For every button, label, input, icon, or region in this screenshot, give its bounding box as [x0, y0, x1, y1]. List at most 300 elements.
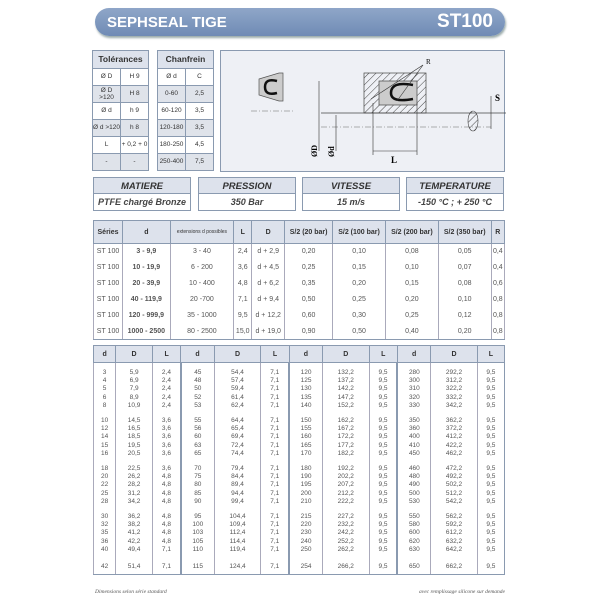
cell: 7,1: [261, 369, 289, 377]
cell: 6 - 200: [170, 260, 234, 276]
table-row: [94, 394, 505, 402]
cell: 7,1: [261, 450, 289, 458]
cell: 3,6: [152, 433, 180, 441]
cell: 160: [289, 433, 322, 441]
cell: 350: [397, 417, 430, 425]
cell: 372,2: [431, 425, 478, 433]
table-row: [94, 450, 505, 458]
cell: 230: [289, 529, 322, 537]
cell: 650: [397, 561, 430, 575]
table-row: [93, 103, 149, 120]
cell: 612,2: [431, 529, 478, 537]
cell: 190: [289, 473, 322, 481]
table-row: [94, 402, 505, 410]
cell: 7,1: [261, 385, 289, 393]
column-header: [170, 221, 234, 244]
cell: 36,2: [116, 513, 153, 521]
header-label: D: [265, 228, 271, 236]
cell: h 8: [121, 120, 149, 137]
cell: 0,07: [438, 260, 491, 276]
cell: 90: [181, 498, 214, 506]
property-vitesse: [302, 177, 400, 211]
cell: 28,2: [116, 481, 153, 489]
cell: d + 19,0: [252, 324, 285, 340]
cell: 9,5: [477, 369, 504, 377]
cell: 4,5: [186, 137, 214, 154]
cell: 480: [397, 473, 430, 481]
table-row: [158, 154, 214, 171]
cell: 7,1: [261, 433, 289, 441]
inner-diameter-label: Ød: [327, 146, 336, 157]
cell: 342,2: [431, 402, 478, 410]
column-header: L: [369, 346, 397, 363]
cell: 42: [94, 561, 116, 575]
cell: 137,2: [322, 377, 369, 385]
cell: d + 2,9: [252, 244, 285, 260]
cell: 312,2: [431, 377, 478, 385]
cell: 18,5: [116, 433, 153, 441]
cell: 100: [181, 521, 214, 529]
cell: 135: [289, 394, 322, 402]
cell: 0,20: [333, 276, 386, 292]
cell: 170: [289, 450, 322, 458]
cell: Ø D >120: [93, 86, 121, 103]
cell: 4,8: [152, 498, 180, 506]
cell: 232,2: [322, 521, 369, 529]
cell: 120-180: [158, 120, 186, 137]
cell: 620: [397, 538, 430, 546]
column-header: D: [116, 346, 153, 363]
cell: 3,6: [152, 465, 180, 473]
cell: 4,8: [234, 276, 252, 292]
cell: 252,2: [322, 538, 369, 546]
cell: 6,9: [116, 377, 153, 385]
cell: 292,2: [431, 369, 478, 377]
cell: 54,4: [214, 369, 261, 377]
cell: 59,4: [214, 385, 261, 393]
cell: 9,5: [369, 425, 397, 433]
column-header: [123, 221, 171, 244]
cell: 4,8: [152, 529, 180, 537]
cell: 460: [397, 465, 430, 473]
cell: ST 100: [94, 276, 123, 292]
cell: 3,6: [152, 417, 180, 425]
cell: 195: [289, 481, 322, 489]
property-label: MATIERE: [93, 177, 191, 194]
cell: 0,12: [438, 308, 491, 324]
cell: 20: [94, 473, 116, 481]
cell: 400: [397, 433, 430, 441]
cell: 0,4: [491, 244, 504, 260]
cell: 7,1: [261, 394, 289, 402]
cell: ST 100: [94, 308, 123, 324]
cell: 240: [289, 538, 322, 546]
cell: 242,2: [322, 529, 369, 537]
cell: 65: [181, 450, 214, 458]
cell: 60: [181, 433, 214, 441]
header-row: [158, 51, 214, 69]
cell: 9,5: [369, 521, 397, 529]
table-row: [94, 244, 505, 260]
cell: 32: [94, 521, 116, 529]
table-row: [94, 276, 505, 292]
seal-diagram: [220, 50, 505, 172]
header-label: d: [144, 228, 149, 236]
cell: 212,2: [322, 490, 369, 498]
cell: 580: [397, 521, 430, 529]
cell: 8: [94, 402, 116, 410]
column-header: [438, 221, 491, 244]
cell: 422,2: [431, 442, 478, 450]
cell: 192,2: [322, 465, 369, 473]
cell: 4,8: [152, 521, 180, 529]
cell: 10,9: [116, 402, 153, 410]
cell: 200: [289, 490, 322, 498]
cell: d + 9,4: [252, 292, 285, 308]
column-header: D: [322, 346, 369, 363]
cell: 9,5: [477, 538, 504, 546]
cell: 412,2: [431, 433, 478, 441]
cell: 9,5: [477, 442, 504, 450]
cell: 3,6: [152, 442, 180, 450]
cell: d + 6,2: [252, 276, 285, 292]
cell: 79,4: [214, 465, 261, 473]
cell: 490: [397, 481, 430, 489]
cell: 9,5: [369, 377, 397, 385]
cell: 0-60: [158, 86, 186, 103]
cell: 330: [397, 402, 430, 410]
cell: 202,2: [322, 473, 369, 481]
table-row: [93, 69, 149, 86]
table-title: Chanfrein: [158, 51, 214, 69]
table-row: [94, 481, 505, 489]
cell: 31,2: [116, 490, 153, 498]
cell: -: [121, 154, 149, 171]
cell: 60-120: [158, 103, 186, 120]
table-row: [158, 103, 214, 120]
table-row: [94, 292, 505, 308]
header-row: [94, 221, 505, 244]
cell: 9,5: [477, 394, 504, 402]
cell: 26,2: [116, 473, 153, 481]
cell: 0,8: [491, 308, 504, 324]
cell: 0,08: [385, 244, 438, 260]
cell: 14: [94, 433, 116, 441]
footer-note-right: avec remplissage silicone sur demande: [419, 589, 505, 595]
cell: 22,5: [116, 465, 153, 473]
cell: 75: [181, 473, 214, 481]
cell: 9,5: [477, 377, 504, 385]
cell: 0,25: [333, 292, 386, 308]
cell: 0,90: [285, 324, 333, 340]
cell: 72,4: [214, 442, 261, 450]
table-row: [94, 425, 505, 433]
cell: 9,5: [369, 385, 397, 393]
seal-cross-section-drawing: [221, 51, 506, 173]
cell: 125: [289, 377, 322, 385]
cell: 3,6: [234, 260, 252, 276]
cell: 25: [94, 490, 116, 498]
header-label: R: [495, 228, 501, 236]
column-header: [234, 221, 252, 244]
cell: d + 12,2: [252, 308, 285, 324]
cell: 105: [181, 538, 214, 546]
cell: 9,5: [369, 546, 397, 554]
cell: 9,5: [369, 481, 397, 489]
cell: 462,2: [431, 450, 478, 458]
cell: 45: [181, 369, 214, 377]
cell: ST 100: [94, 260, 123, 276]
cell: 262,2: [322, 546, 369, 554]
footer-note-left: Dimensions selon série standard: [95, 589, 167, 595]
cell: 1000 - 2500: [123, 324, 171, 340]
cell: 9,5: [477, 425, 504, 433]
cell: 0,20: [285, 244, 333, 260]
table-row: [94, 385, 505, 393]
cell: 0,30: [333, 308, 386, 324]
cell: 9,5: [369, 529, 397, 537]
column-header: [252, 221, 285, 244]
property-label: VITESSE: [302, 177, 400, 194]
cell: 4,8: [152, 538, 180, 546]
cell: 150: [289, 417, 322, 425]
cell: 7,1: [261, 465, 289, 473]
cell: 9,5: [477, 513, 504, 521]
cell: ST 100: [94, 292, 123, 308]
table-row: [158, 120, 214, 137]
cell: 9,5: [369, 402, 397, 410]
table-row: [94, 377, 505, 385]
cell: 9,5: [369, 465, 397, 473]
cell: 9,5: [369, 490, 397, 498]
cell: 56: [181, 425, 214, 433]
cell: 9,5: [477, 402, 504, 410]
cell: 61,4: [214, 394, 261, 402]
cell: 9,5: [369, 417, 397, 425]
cell: 35: [94, 529, 116, 537]
cell: 9,5: [477, 450, 504, 458]
cell: 2,4: [152, 394, 180, 402]
cell: 0,10: [385, 260, 438, 276]
cell: 632,2: [431, 538, 478, 546]
header-label: S/2 (350 bar): [443, 228, 486, 236]
cell: 115: [181, 561, 214, 575]
cell: ST 100: [94, 244, 123, 260]
table-row: [94, 561, 505, 575]
series-table: [93, 220, 505, 340]
cell: 2,4: [152, 402, 180, 410]
cell: 2,5: [186, 86, 214, 103]
cell: 250-400: [158, 154, 186, 171]
cell: 55: [181, 417, 214, 425]
cell: 9,5: [477, 473, 504, 481]
table-row: [158, 137, 214, 154]
cell: 20,5: [116, 450, 153, 458]
column-header: d: [94, 346, 116, 363]
table-row: [94, 442, 505, 450]
cell: 7,1: [152, 546, 180, 554]
cell: 35 - 1000: [170, 308, 234, 324]
cell: 51,4: [116, 561, 153, 575]
header-label: S/2 (200 bar): [391, 228, 433, 236]
cell: 450: [397, 450, 430, 458]
property-pression: [198, 177, 296, 211]
table-row: [93, 154, 149, 171]
table-row: [94, 308, 505, 324]
cell: 600: [397, 529, 430, 537]
cell: 120: [289, 369, 322, 377]
cell: 9,5: [477, 465, 504, 473]
cell: L: [93, 137, 121, 154]
cell: 167,2: [322, 425, 369, 433]
cell: 9,5: [369, 513, 397, 521]
cell: 63: [181, 442, 214, 450]
cell: 227,2: [322, 513, 369, 521]
cell: 0,8: [491, 324, 504, 340]
cell: 9,5: [234, 308, 252, 324]
radius-label: R: [426, 58, 431, 66]
cell: 362,2: [431, 417, 478, 425]
cell: 57,4: [214, 377, 261, 385]
cell: 18: [94, 465, 116, 473]
length-label: L: [391, 155, 398, 165]
header-label: S/2 (100 bar): [338, 228, 380, 236]
table-row: [94, 417, 505, 425]
cell: 9,5: [369, 369, 397, 377]
cell: Ø d >120: [93, 120, 121, 137]
header-row: [93, 51, 149, 69]
cell: 7,1: [261, 498, 289, 506]
cell: 69,4: [214, 433, 261, 441]
cell: 155: [289, 425, 322, 433]
column-header: D: [214, 346, 261, 363]
cell: 3 - 40: [170, 244, 234, 260]
cell: 7,1: [261, 546, 289, 554]
tolerances-table: [92, 50, 149, 171]
cell: 9,5: [477, 546, 504, 554]
cell: 7,1: [261, 473, 289, 481]
cell: 7,1: [261, 442, 289, 450]
cell: 38,2: [116, 521, 153, 529]
cell: 140: [289, 402, 322, 410]
cell: 0,10: [333, 244, 386, 260]
cell: 0,35: [285, 276, 333, 292]
property-label: PRESSION: [198, 177, 296, 194]
column-header: d: [397, 346, 430, 363]
cell: 4,8: [152, 490, 180, 498]
column-header: d: [181, 346, 214, 363]
cell: 7,1: [261, 425, 289, 433]
cell: 0,40: [385, 324, 438, 340]
column-header: L: [477, 346, 504, 363]
header-label: S/2 (20 bar): [289, 228, 328, 236]
cell: Ø D: [93, 69, 121, 86]
cell: 52: [181, 394, 214, 402]
cell: 80: [181, 481, 214, 489]
cell: 28: [94, 498, 116, 506]
table-row: [158, 86, 214, 103]
cell: 9,5: [477, 521, 504, 529]
column-header: D: [431, 346, 478, 363]
cell: 0,60: [285, 308, 333, 324]
cell: h 9: [121, 103, 149, 120]
cell: 5,9: [116, 369, 153, 377]
cell: 74,4: [214, 450, 261, 458]
cell: 360: [397, 425, 430, 433]
cell: H 9: [121, 69, 149, 86]
cell: 4,8: [152, 473, 180, 481]
cell: 109,4: [214, 521, 261, 529]
dimensions-table: [93, 345, 505, 575]
property-matiere: [93, 177, 191, 211]
cell: 110: [181, 546, 214, 554]
cell: 12: [94, 425, 116, 433]
cell: 180: [289, 465, 322, 473]
cell: 3,6: [152, 450, 180, 458]
cell: 15: [94, 442, 116, 450]
cell: 162,2: [322, 417, 369, 425]
cell: 2,4: [152, 369, 180, 377]
cell: 222,2: [322, 498, 369, 506]
cell: 4,8: [152, 481, 180, 489]
table-row: [94, 546, 505, 554]
table-row: [94, 260, 505, 276]
cell: 7,1: [261, 561, 289, 575]
property-value: 350 Bar: [198, 194, 296, 211]
cell: 0,15: [385, 276, 438, 292]
cell: 20 -700: [170, 292, 234, 308]
cell: 34,2: [116, 498, 153, 506]
cell: 410: [397, 442, 430, 450]
table-row: [94, 529, 505, 537]
property-value: PTFE chargé Bronze: [93, 194, 191, 211]
cell: 172,2: [322, 433, 369, 441]
outer-diameter-label: ØD: [310, 145, 319, 157]
cell: 9,5: [369, 433, 397, 441]
cell: 7,1: [261, 417, 289, 425]
cell: 512,2: [431, 490, 478, 498]
cell: 132,2: [322, 369, 369, 377]
cell: 4: [94, 377, 116, 385]
cell: 85: [181, 490, 214, 498]
cell: 70: [181, 465, 214, 473]
cell: 7,1: [261, 521, 289, 529]
cell: 592,2: [431, 521, 478, 529]
cell: 40: [94, 546, 116, 554]
cell: 0,6: [491, 276, 504, 292]
cell: 20 - 39,9: [123, 276, 171, 292]
cell: 4,8: [152, 513, 180, 521]
cell: 550: [397, 513, 430, 521]
cell: 177,2: [322, 442, 369, 450]
cell: 0,10: [438, 292, 491, 308]
cell: 502,2: [431, 481, 478, 489]
cell: 14,5: [116, 417, 153, 425]
property-value: -150 °C ; + 250 °C: [406, 194, 504, 211]
cell: 80 - 2500: [170, 324, 234, 340]
cell: 0,50: [285, 292, 333, 308]
cell: 0,25: [385, 308, 438, 324]
header-row: [94, 346, 505, 363]
column-header: [94, 221, 123, 244]
cell: 65,4: [214, 425, 261, 433]
cell: 3,5: [186, 120, 214, 137]
cell: 6: [94, 394, 116, 402]
table-row: [94, 513, 505, 521]
cell: 7,1: [261, 538, 289, 546]
cell: 630: [397, 546, 430, 554]
s-label: S: [495, 93, 501, 103]
